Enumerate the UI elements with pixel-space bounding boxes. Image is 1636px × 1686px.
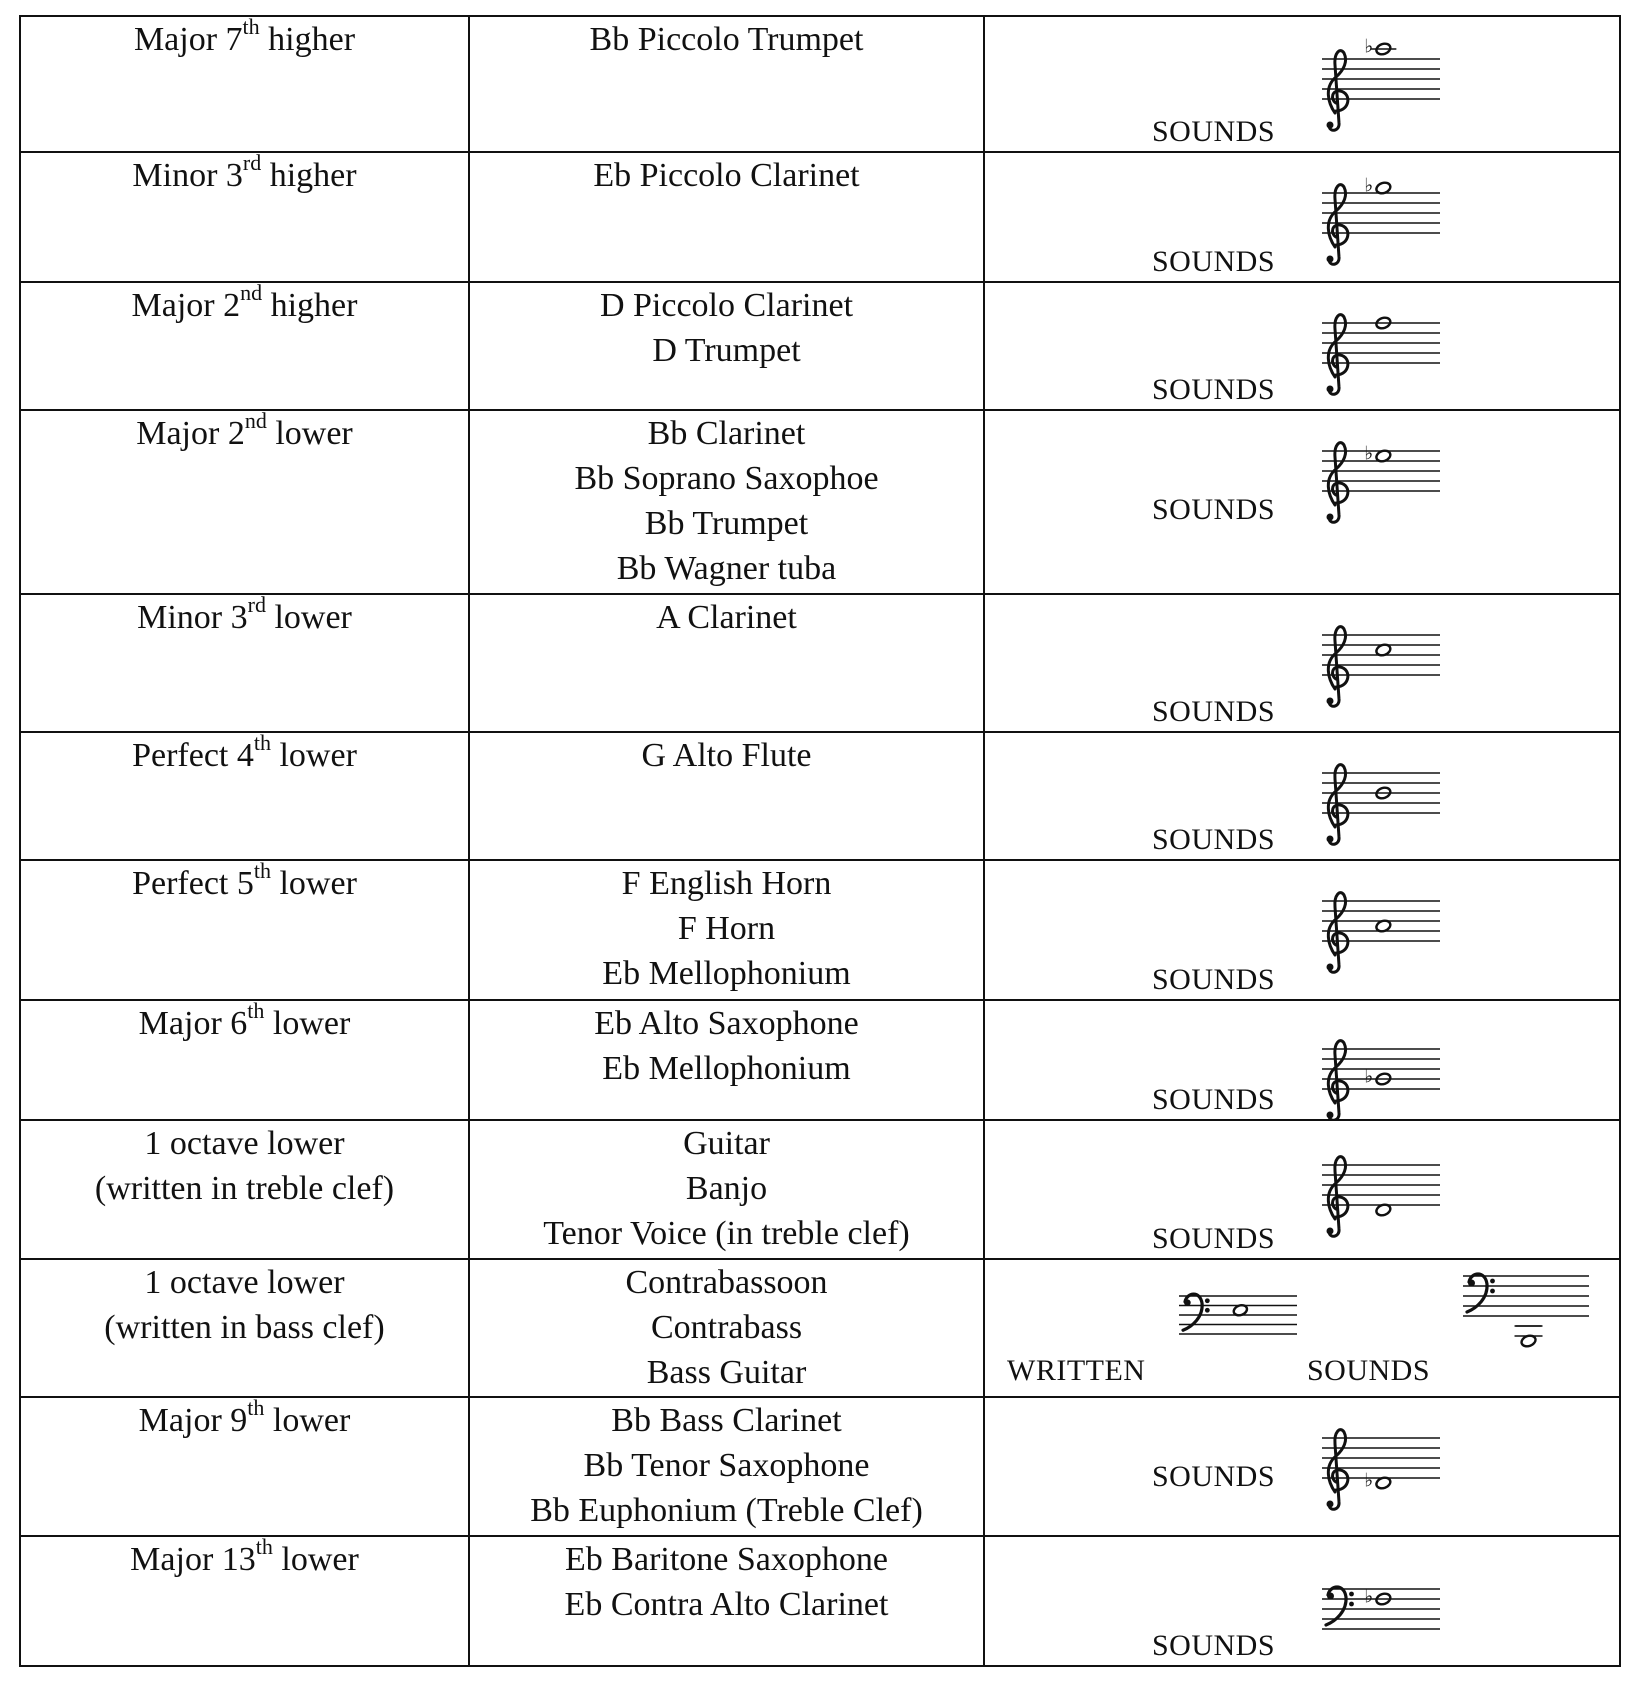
treble-clef-icon: [1327, 765, 1348, 845]
transposition-table: [19, 15, 1621, 1667]
sounds-label: SOUNDS: [1152, 1222, 1276, 1255]
interval-cell: [20, 1394, 469, 1536]
treble-clef-icon: [1327, 893, 1348, 973]
instrument-name: Bb Trumpet: [644, 505, 809, 542]
sounds-label: SOUNDS: [1152, 245, 1276, 278]
instrument-name: Bb Piccolo Trumpet: [589, 21, 864, 58]
treble-clef-staff: [1322, 1143, 1440, 1243]
treble-clef-icon: [1327, 1041, 1348, 1120]
sounds-label: SOUNDS: [1152, 1083, 1276, 1116]
treble-clef-icon: [1327, 443, 1348, 523]
notation-cell: [984, 152, 1620, 282]
notation-cell: [984, 282, 1620, 410]
interval-cell: [20, 1120, 469, 1259]
table-row: [20, 152, 1620, 282]
notation-cell: [984, 860, 1620, 1000]
table-row: [20, 16, 1620, 152]
instrument-name: D Trumpet: [652, 332, 801, 369]
interval-cell: [20, 729, 469, 860]
notation-cell: [984, 732, 1620, 860]
notation-cell: [984, 1120, 1620, 1259]
instrument-name: D Piccolo Clarinet: [599, 287, 854, 324]
treble-clef-staff: [1322, 301, 1440, 401]
instrument-name: Bb Tenor Saxophone: [583, 1447, 870, 1484]
table-row: [20, 1259, 1620, 1397]
interval-label: Major 2nd lower: [136, 407, 353, 452]
sounds-label: SOUNDS: [1152, 963, 1276, 996]
instrument-name: Bb Soprano Saxophoe: [574, 460, 879, 497]
sounds-label: SOUNDS: [1152, 493, 1276, 526]
notation-cell: [984, 1397, 1620, 1536]
bass-clef-staff: [1322, 1567, 1440, 1666]
bass-clef-staff: [1179, 1274, 1297, 1372]
instrument-name: A Clarinet: [656, 599, 797, 636]
treble-clef-icon: [1327, 51, 1348, 131]
interval-label: Major 6th lower: [138, 997, 351, 1042]
instruments-cell: [469, 1259, 984, 1397]
instrument-name: Bass Guitar: [646, 1354, 807, 1391]
instruments-cell: [469, 732, 984, 860]
interval-cell: [20, 407, 469, 594]
instruments-cell: [469, 1536, 984, 1666]
instruments-cell: [469, 152, 984, 282]
interval-note: (written in treble clef): [94, 1170, 395, 1207]
treble-clef-staff: [1322, 429, 1440, 529]
instrument-name: Bb Wagner tuba: [616, 550, 837, 587]
treble-clef-staff: [1322, 751, 1440, 851]
table-row: [20, 1120, 1620, 1259]
notation-cell: [984, 594, 1620, 732]
interval-label: Major 9th lower: [138, 1394, 351, 1439]
sounds-label: SOUNDS: [1152, 823, 1276, 856]
table-row: [20, 1397, 1620, 1536]
instrument-name: Contrabassoon: [625, 1264, 828, 1301]
interval-label: Perfect 5th lower: [132, 857, 357, 902]
table-row: [20, 410, 1620, 594]
interval-label: Major 2nd higher: [131, 279, 358, 324]
notation-cell: [984, 16, 1620, 152]
interval-label: Major 13th lower: [130, 1533, 359, 1578]
interval-cell: [20, 279, 469, 410]
treble-clef-icon: [1327, 315, 1348, 395]
instrument-name: F English Horn: [621, 865, 832, 902]
treble-clef-staff: [1322, 613, 1440, 713]
sounds-label: SOUNDS: [1152, 1629, 1276, 1662]
instruments-cell: [469, 410, 984, 594]
instrument-name: Eb Alto Saxophone: [594, 1005, 859, 1042]
instrument-name: Contrabass: [650, 1309, 803, 1346]
instruments-cell: [469, 1397, 984, 1536]
instrument-name: Banjo: [685, 1170, 768, 1207]
interval-label: Perfect 4th lower: [132, 729, 357, 774]
table-row: [20, 860, 1620, 1000]
notation-cell: [984, 410, 1620, 594]
instruments-cell: [469, 1000, 984, 1120]
instrument-name: Eb Contra Alto Clarinet: [564, 1586, 889, 1623]
instrument-name: Eb Mellophonium: [602, 955, 851, 992]
interval-cell: [20, 1533, 469, 1666]
notation-cell: [984, 1259, 1620, 1397]
table-row: [20, 1000, 1620, 1120]
interval-cell: [20, 149, 469, 282]
treble-clef-staff: [1322, 1416, 1440, 1516]
instrument-name: Bb Bass Clarinet: [611, 1402, 842, 1439]
flat-icon: ♭: [1364, 442, 1374, 465]
notation-cell: [984, 1000, 1620, 1120]
flat-icon: ♭: [1364, 35, 1374, 58]
instrument-name: Guitar: [683, 1125, 770, 1162]
table-row: [20, 1536, 1620, 1666]
instrument-name: Eb Mellophonium: [602, 1050, 851, 1087]
interval-label: Major 7th higher: [133, 13, 356, 58]
instrument-name: F Horn: [677, 910, 776, 947]
interval-cell: [20, 857, 469, 1000]
instruments-cell: [469, 16, 984, 152]
treble-clef-staff: [1322, 1027, 1440, 1120]
interval-label: Minor 3rd higher: [132, 149, 357, 194]
instrument-name: Eb Baritone Saxophone: [565, 1541, 888, 1578]
instruments-cell: [469, 282, 984, 410]
treble-clef-staff: [1322, 879, 1440, 979]
table-row: [20, 594, 1620, 732]
instruments-cell: [469, 594, 984, 732]
flat-icon: ♭: [1364, 1585, 1374, 1608]
bass-clef-staff: [1463, 1259, 1589, 1354]
instruments-cell: [469, 860, 984, 1000]
interval-label: 1 octave lower: [144, 1264, 345, 1301]
interval-cell: [20, 591, 469, 732]
instrument-name: Bb Clarinet: [647, 415, 806, 452]
treble-clef-icon: [1327, 185, 1348, 265]
instrument-name: G Alto Flute: [641, 737, 812, 774]
flat-icon: ♭: [1364, 1065, 1374, 1088]
sounds-label: SOUNDS: [1152, 695, 1276, 728]
interval-label: Minor 3rd lower: [137, 591, 352, 636]
treble-clef-icon: [1327, 1157, 1348, 1237]
instruments-cell: [469, 1120, 984, 1259]
table-row: [20, 282, 1620, 410]
treble-clef-staff: [1322, 171, 1440, 271]
interval-label: 1 octave lower: [144, 1125, 345, 1162]
instrument-name: Bb Euphonium (Treble Clef): [530, 1492, 923, 1529]
sounds-label: SOUNDS: [1152, 373, 1276, 406]
sounds-label: SOUNDS: [1152, 115, 1276, 148]
treble-clef-staff: [1322, 37, 1440, 137]
written-label: WRITTEN: [1007, 1354, 1146, 1387]
treble-clef-icon: [1327, 1430, 1348, 1510]
notation-cell: [984, 1536, 1620, 1666]
instrument-name: Tenor Voice (in treble clef): [543, 1215, 910, 1252]
treble-clef-icon: [1327, 627, 1348, 707]
interval-cell: [20, 13, 469, 152]
flat-icon: ♭: [1364, 174, 1374, 197]
interval-cell: [20, 1259, 469, 1397]
flat-icon: ♭: [1364, 1469, 1374, 1492]
instrument-name: Eb Piccolo Clarinet: [593, 157, 860, 194]
interval-cell: [20, 997, 469, 1120]
interval-note: (written in bass clef): [104, 1309, 385, 1346]
sounds-label: SOUNDS: [1307, 1354, 1431, 1387]
sounds-label: SOUNDS: [1152, 1460, 1276, 1493]
table-row: [20, 732, 1620, 860]
